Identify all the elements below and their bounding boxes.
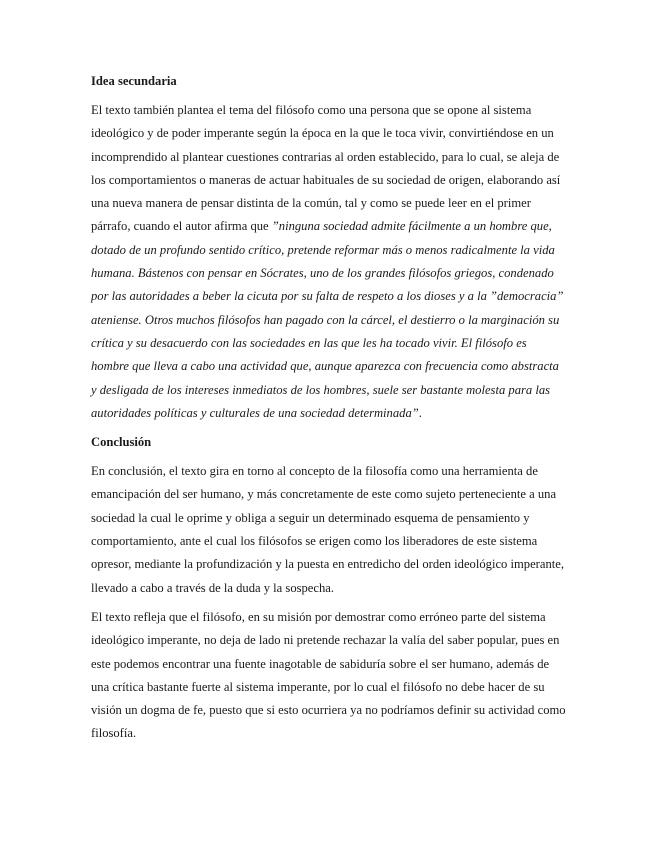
- document-page: [91, 70, 566, 746]
- paragraph-intro-text: El texto también plantea el tema del filósofo como una persona que se opone al sistema ideológico y de poder imperante según la época en la que le toca vivir, convirtiéndose en un incomprendido al plantear cuestiones contrarias al orden establecido, para lo cual, se aleja de los comportamientos o maneras de actuar habituales de su sociedad de origen, elaborando así una nueva manera de pensar distinta de la común, tal y como se puede leer en el primer párrafo, cuando el autor afirma que: [91, 103, 561, 234]
- conclusion-paragraph-2: El texto refleja que el filósofo, en su misión por demostrar como erróneo parte del sistema ideológico imperante, no deja de lado ni pretende rechazar la valía del saber popular, pues en este podemos encontrar una fuente inagotable de sabiduría sobre el ser humano, además de una crítica bastante fuerte al sistema imperante, por lo cual el filósofo no debe hacer de su visión un dogma de fe, puesto que si esto ocurriera ya no podríamos definir su actividad como filosofía.: [91, 609, 566, 741]
- quote-end-punctuation: .: [418, 405, 422, 420]
- quoted-passage: ”ninguna sociedad admite fácilmente a un hombre que, dotado de un profundo sentido crítico, pretende reformar más o menos radicalmente la vida humana. Bástenos con pensar en Sócrates, uno de los grandes filósofos griegos, condenado por las autoridades a beber la cicuta por su falta de respeto a los dioses y a la ”democracia” ateniense. Otros muchos filósofos han pagado con la cárcel, el destierro o la marginación su crítica y su desacuerdo con las sociedades en las que les ha tocado vivir. El filósofo es hombre que lleva a cabo una actividad que, aunque aparezca con frecuencia como abstracta y desligada de los intereses inmediatos de los hombres, suele ser bastante molesta para las autoridades políticas y culturales de una sociedad determinada”: [91, 219, 564, 420]
- section-heading-conclusion: Conclusión: [91, 435, 152, 450]
- conclusion-block: [91, 460, 566, 746]
- paragraph-idea-secundaria: [91, 99, 566, 425]
- section-heading-idea-secundaria: Idea secundaria: [91, 74, 177, 88]
- conclusion-paragraph-1: En conclusión, el texto gira en torno al concepto de la filosofía como una herramienta de emancipación del ser humano, y más concretamente de este como sujeto perteneciente a una sociedad la cual le oprime y obliga a seguir un determinado esquema de pensamiento y comportamiento, ante el cual los filósofos se erigen como los liberadores de este sistema opresor, mediante la profundización y la puesta en entredicho del orden ideológico imperante, llevado a cabo a través de la duda y la sospecha.: [91, 464, 564, 595]
